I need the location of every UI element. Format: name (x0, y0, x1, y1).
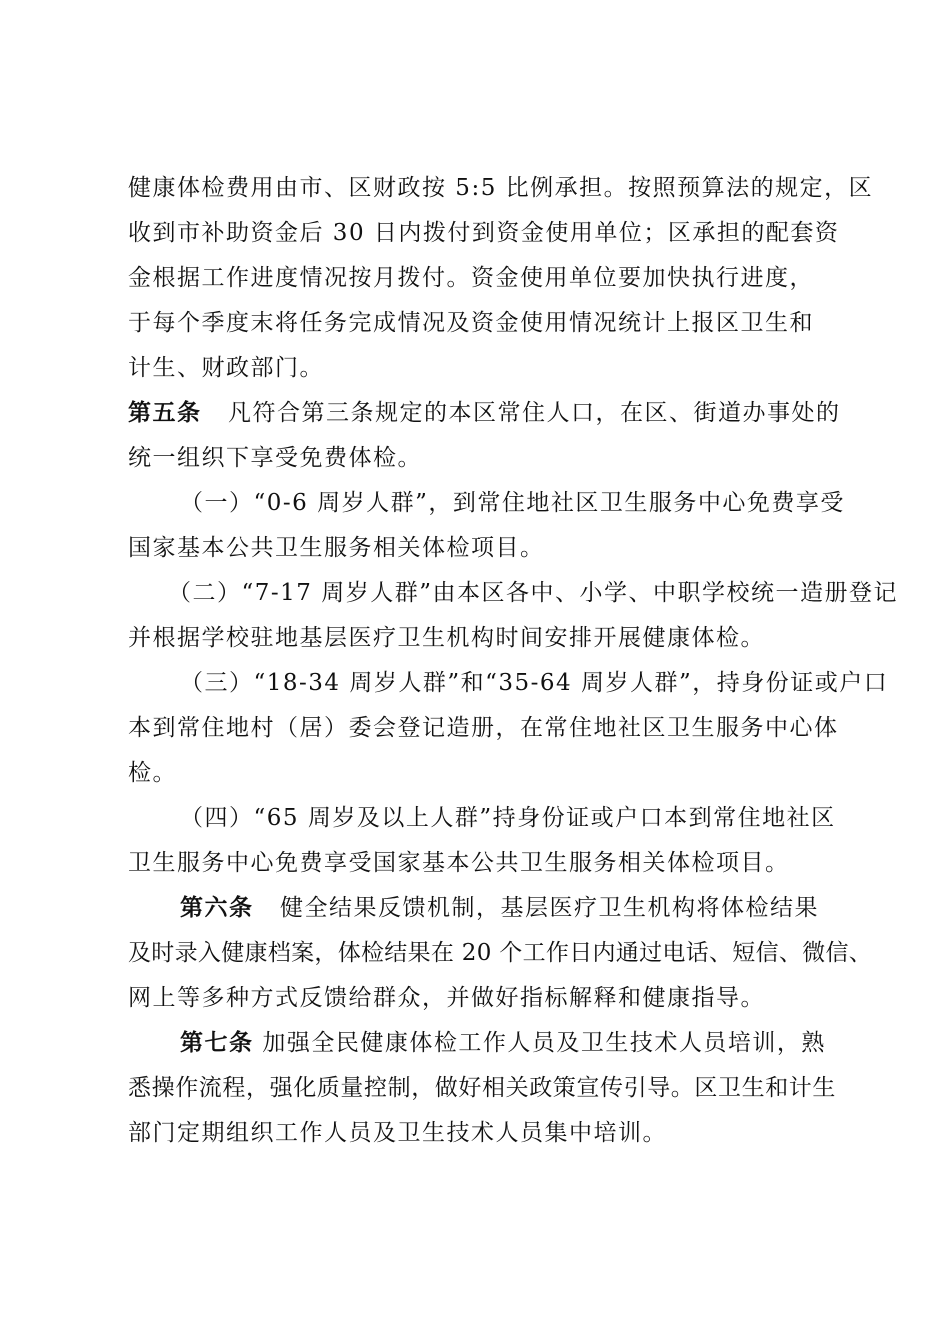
paragraph-line: 计生、财政部门。 (128, 355, 324, 381)
paragraph-line: 部门定期组织工作人员及卫生技术人员集中培训。 (128, 1120, 667, 1146)
paragraph-line: 本到常住地村（居）委会登记造册，在常住地社区卫生服务中心体 (128, 715, 839, 741)
paragraph-line: 检。 (128, 760, 177, 786)
article-5-heading: 第五条 (128, 399, 202, 426)
paragraph-line: 收到市补助资金后 30 日内拨付到资金使用单位；区承担的配套资 (128, 220, 840, 246)
paragraph-line: 网上等多种方式反馈给群众，并做好指标解释和健康指导。 (128, 985, 765, 1011)
paragraph-line: 统一组织下享受免费体检。 (128, 445, 422, 471)
clause-2-line: （二）“7-17 周岁人群”由本区各中、小学、中职学校统一造册登记 (168, 580, 898, 606)
article-6-line (180, 893, 819, 923)
clause-3-line: （三）“18-34 周岁人群”和“35-64 周岁人群”，持身份证或户口 (180, 670, 889, 696)
paragraph-line: 悉操作流程，强化质量控制，做好相关政策宣传引导。区卫生和计生 (128, 1075, 836, 1101)
article-7-text: 加强全民健康体检工作人员及卫生技术人员培训，熟 (262, 1030, 826, 1056)
paragraph-line: 金根据工作进度情况按月拨付。资金使用单位要加快执行进度， (128, 265, 814, 291)
clause-4-line: （四）“65 周岁及以上人群”持身份证或户口本到常住地社区 (180, 805, 836, 831)
article-5-line (128, 398, 840, 428)
article-5-text: 凡符合第三条规定的本区常住人口，在区、街道办事处的 (227, 400, 841, 426)
paragraph-line: 健康体检费用由市、区财政按 5:5 比例承担。按照预算法的规定，区 (128, 175, 874, 201)
clause-1-line: （一）“0-6 周岁人群”，到常住地社区卫生服务中心免费享受 (180, 490, 845, 516)
paragraph-line: 及时录入健康档案，体检结果在 20 个工作日内通过电话、短信、微信、 (128, 940, 873, 966)
paragraph-line: 国家基本公共卫生服务相关体检项目。 (128, 535, 545, 561)
article-7-line (180, 1028, 826, 1058)
paragraph-line: 卫生服务中心免费享受国家基本公共卫生服务相关体检项目。 (128, 850, 790, 876)
article-7-heading: 第七条 (180, 1029, 254, 1056)
article-6-text: 健全结果反馈机制，基层医疗卫生机构将体检结果 (279, 895, 819, 921)
paragraph-line: 于每个季度末将任务完成情况及资金使用情况统计上报区卫生和 (128, 310, 814, 336)
paragraph-line: 并根据学校驻地基层医疗卫生机构时间安排开展健康体检。 (128, 625, 765, 651)
article-6-heading: 第六条 (180, 894, 254, 921)
